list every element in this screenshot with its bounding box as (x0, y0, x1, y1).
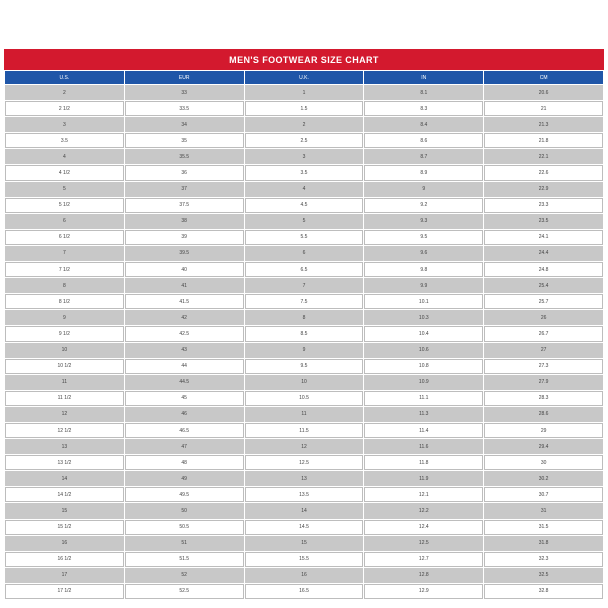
cell-us: 17 (5, 568, 124, 583)
cell-cm: 31.8 (484, 536, 603, 551)
cell-cm: 32.3 (484, 552, 603, 567)
cell-cm: 21 (484, 101, 603, 116)
cell-in: 9 (364, 182, 483, 197)
header-in: IN (364, 71, 483, 84)
cell-uk: 4 (245, 182, 364, 197)
table-row (5, 198, 603, 213)
table-row (5, 262, 603, 277)
cell-in: 8.9 (364, 165, 483, 180)
cell-in: 11.1 (364, 391, 483, 406)
cell-in: 8.6 (364, 133, 483, 148)
cell-uk: 7 (245, 278, 364, 293)
header-cm: CM (484, 71, 603, 84)
table-row (5, 391, 603, 406)
cell-uk: 16 (245, 568, 364, 583)
cell-in: 12.9 (364, 584, 483, 599)
cell-us: 10 (5, 343, 124, 358)
cell-eur: 46.5 (125, 423, 244, 438)
cell-uk: 11 (245, 407, 364, 422)
table-row (5, 230, 603, 245)
cell-in: 11.6 (364, 439, 483, 454)
table-row (5, 101, 603, 116)
table-row (5, 455, 603, 470)
cell-in: 8.1 (364, 85, 483, 100)
cell-cm: 30 (484, 455, 603, 470)
cell-uk: 2 (245, 117, 364, 132)
cell-eur: 51 (125, 536, 244, 551)
cell-uk: 1.5 (245, 101, 364, 116)
cell-cm: 21.3 (484, 117, 603, 132)
cell-cm: 29 (484, 423, 603, 438)
table-row (5, 214, 603, 229)
cell-uk: 7.5 (245, 294, 364, 309)
cell-uk: 3.5 (245, 165, 364, 180)
cell-us: 13 (5, 439, 124, 454)
cell-uk: 5.5 (245, 230, 364, 245)
cell-eur: 50.5 (125, 520, 244, 535)
cell-eur: 41.5 (125, 294, 244, 309)
table-body (5, 85, 603, 599)
table-row (5, 182, 603, 197)
cell-us: 3 (5, 117, 124, 132)
table-row (5, 310, 603, 325)
cell-uk: 11.5 (245, 423, 364, 438)
table-row (5, 375, 603, 390)
cell-cm: 29.4 (484, 439, 603, 454)
cell-eur: 42 (125, 310, 244, 325)
cell-eur: 42.5 (125, 326, 244, 341)
cell-in: 11.3 (364, 407, 483, 422)
cell-eur: 49.5 (125, 487, 244, 502)
cell-uk: 2.5 (245, 133, 364, 148)
table-row (5, 359, 603, 374)
cell-eur: 36 (125, 165, 244, 180)
cell-us: 11 1/2 (5, 391, 124, 406)
cell-uk: 6 (245, 246, 364, 261)
cell-eur: 38 (125, 214, 244, 229)
cell-us: 2 (5, 85, 124, 100)
cell-us: 15 (5, 503, 124, 518)
cell-eur: 51.5 (125, 552, 244, 567)
cell-eur: 37 (125, 182, 244, 197)
header-uk: U.K. (245, 71, 364, 84)
size-table (4, 70, 604, 600)
cell-eur: 43 (125, 343, 244, 358)
cell-in: 12.2 (364, 503, 483, 518)
table-row (5, 278, 603, 293)
table-row (5, 343, 603, 358)
cell-us: 8 1/2 (5, 294, 124, 309)
cell-eur: 35 (125, 133, 244, 148)
cell-cm: 22.6 (484, 165, 603, 180)
cell-uk: 10.5 (245, 391, 364, 406)
cell-uk: 16.5 (245, 584, 364, 599)
table-row (5, 568, 603, 583)
cell-in: 11.8 (364, 455, 483, 470)
cell-eur: 50 (125, 503, 244, 518)
table-row (5, 471, 603, 486)
cell-eur: 45 (125, 391, 244, 406)
cell-eur: 44.5 (125, 375, 244, 390)
cell-cm: 22.1 (484, 149, 603, 164)
table-row (5, 294, 603, 309)
cell-uk: 13.5 (245, 487, 364, 502)
cell-us: 11 (5, 375, 124, 390)
cell-eur: 44 (125, 359, 244, 374)
cell-in: 8.4 (364, 117, 483, 132)
cell-us: 5 (5, 182, 124, 197)
header-eur: EUR (125, 71, 244, 84)
cell-eur: 39.5 (125, 246, 244, 261)
cell-in: 12.5 (364, 536, 483, 551)
size-chart (4, 49, 604, 600)
cell-in: 11.4 (364, 423, 483, 438)
table-row (5, 85, 603, 100)
cell-in: 12.8 (364, 568, 483, 583)
cell-uk: 12.5 (245, 455, 364, 470)
cell-eur: 39 (125, 230, 244, 245)
cell-us: 8 (5, 278, 124, 293)
table-row (5, 149, 603, 164)
cell-cm: 26 (484, 310, 603, 325)
header-row (5, 71, 603, 84)
cell-uk: 14 (245, 503, 364, 518)
cell-cm: 23.5 (484, 214, 603, 229)
cell-in: 10.3 (364, 310, 483, 325)
cell-in: 8.7 (364, 149, 483, 164)
cell-cm: 20.6 (484, 85, 603, 100)
cell-us: 9 (5, 310, 124, 325)
cell-us: 14 (5, 471, 124, 486)
cell-in: 9.9 (364, 278, 483, 293)
cell-in: 9.8 (364, 262, 483, 277)
cell-eur: 33.5 (125, 101, 244, 116)
cell-us: 16 1/2 (5, 552, 124, 567)
table-row (5, 246, 603, 261)
cell-uk: 8.5 (245, 326, 364, 341)
table-row (5, 423, 603, 438)
cell-in: 9.6 (364, 246, 483, 261)
chart-title: MEN'S FOOTWEAR SIZE CHART (4, 49, 604, 70)
cell-cm: 22.9 (484, 182, 603, 197)
cell-us: 5 1/2 (5, 198, 124, 213)
cell-in: 12.7 (364, 552, 483, 567)
cell-uk: 9.5 (245, 359, 364, 374)
table-row (5, 584, 603, 599)
cell-us: 4 (5, 149, 124, 164)
cell-cm: 24.8 (484, 262, 603, 277)
cell-in: 10.8 (364, 359, 483, 374)
cell-cm: 26.7 (484, 326, 603, 341)
cell-us: 6 1/2 (5, 230, 124, 245)
cell-in: 12.4 (364, 520, 483, 535)
cell-eur: 46 (125, 407, 244, 422)
cell-cm: 24.4 (484, 246, 603, 261)
cell-eur: 52 (125, 568, 244, 583)
cell-uk: 14.5 (245, 520, 364, 535)
cell-eur: 41 (125, 278, 244, 293)
cell-in: 10.1 (364, 294, 483, 309)
table-row (5, 503, 603, 518)
cell-cm: 23.3 (484, 198, 603, 213)
cell-in: 9.3 (364, 214, 483, 229)
cell-cm: 32.5 (484, 568, 603, 583)
cell-us: 7 1/2 (5, 262, 124, 277)
table-row (5, 552, 603, 567)
cell-us: 15 1/2 (5, 520, 124, 535)
cell-eur: 40 (125, 262, 244, 277)
cell-us: 12 (5, 407, 124, 422)
cell-cm: 31.5 (484, 520, 603, 535)
cell-eur: 34 (125, 117, 244, 132)
cell-us: 2 1/2 (5, 101, 124, 116)
cell-uk: 8 (245, 310, 364, 325)
cell-eur: 49 (125, 471, 244, 486)
table-row (5, 487, 603, 502)
table-row (5, 165, 603, 180)
cell-uk: 6.5 (245, 262, 364, 277)
cell-uk: 5 (245, 214, 364, 229)
cell-us: 6 (5, 214, 124, 229)
table-row (5, 439, 603, 454)
table-row (5, 407, 603, 422)
cell-uk: 15.5 (245, 552, 364, 567)
cell-us: 17 1/2 (5, 584, 124, 599)
cell-us: 7 (5, 246, 124, 261)
cell-uk: 13 (245, 471, 364, 486)
cell-eur: 33 (125, 85, 244, 100)
cell-in: 10.6 (364, 343, 483, 358)
cell-us: 3.5 (5, 133, 124, 148)
cell-cm: 27 (484, 343, 603, 358)
cell-cm: 27.3 (484, 359, 603, 374)
cell-uk: 4.5 (245, 198, 364, 213)
cell-us: 16 (5, 536, 124, 551)
cell-uk: 10 (245, 375, 364, 390)
cell-cm: 32.8 (484, 584, 603, 599)
table-row (5, 520, 603, 535)
table-row (5, 536, 603, 551)
cell-uk: 1 (245, 85, 364, 100)
cell-cm: 30.7 (484, 487, 603, 502)
cell-uk: 15 (245, 536, 364, 551)
cell-eur: 48 (125, 455, 244, 470)
cell-in: 10.4 (364, 326, 483, 341)
cell-in: 11.9 (364, 471, 483, 486)
cell-cm: 25.4 (484, 278, 603, 293)
cell-eur: 52.5 (125, 584, 244, 599)
cell-cm: 28.3 (484, 391, 603, 406)
cell-eur: 37.5 (125, 198, 244, 213)
cell-cm: 31 (484, 503, 603, 518)
cell-in: 10.9 (364, 375, 483, 390)
cell-uk: 12 (245, 439, 364, 454)
cell-cm: 25.7 (484, 294, 603, 309)
cell-us: 12 1/2 (5, 423, 124, 438)
header-us: U.S. (5, 71, 124, 84)
cell-uk: 3 (245, 149, 364, 164)
cell-cm: 30.2 (484, 471, 603, 486)
cell-eur: 35.5 (125, 149, 244, 164)
cell-cm: 24.1 (484, 230, 603, 245)
cell-us: 9 1/2 (5, 326, 124, 341)
table-row (5, 117, 603, 132)
cell-in: 8.3 (364, 101, 483, 116)
cell-uk: 9 (245, 343, 364, 358)
cell-in: 9.2 (364, 198, 483, 213)
table-row (5, 326, 603, 341)
cell-eur: 47 (125, 439, 244, 454)
cell-us: 4 1/2 (5, 165, 124, 180)
cell-in: 12.1 (364, 487, 483, 502)
table-row (5, 133, 603, 148)
cell-cm: 21.8 (484, 133, 603, 148)
cell-us: 10 1/2 (5, 359, 124, 374)
cell-us: 14 1/2 (5, 487, 124, 502)
cell-cm: 28.6 (484, 407, 603, 422)
cell-cm: 27.9 (484, 375, 603, 390)
cell-in: 9.5 (364, 230, 483, 245)
cell-us: 13 1/2 (5, 455, 124, 470)
